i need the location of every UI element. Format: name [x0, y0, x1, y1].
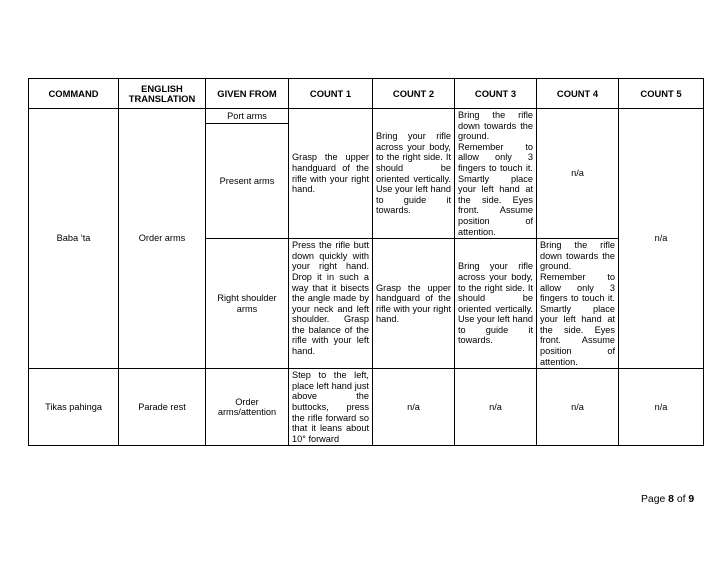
header-row	[29, 79, 704, 109]
header-count-2: COUNT 2	[373, 79, 455, 109]
count3-cell: Bring your rifle across your body, to the right side. It should be oriented vertically. Use your left hand to guide it towards.	[455, 239, 537, 369]
header-count-5: COUNT 5	[619, 79, 704, 109]
page-of-label: of	[673, 494, 689, 505]
count2-cell: n/a	[373, 369, 455, 446]
given-from-cell: Right shoulder arms	[206, 239, 289, 369]
count5-cell: n/a	[619, 109, 704, 369]
count2-cell: Bring your rifle across your body, to the right side. It should be oriented vertically. Use your left hand to guide it towards.	[373, 109, 455, 239]
page-number-footer	[641, 494, 694, 505]
table-row	[29, 109, 704, 124]
count3-cell: n/a	[455, 369, 537, 446]
count1-cell: Press the rifle butt down quickly with your right hand. Drop it in such a way that it bisects the angle made by your neck and left shoulder. Grasp the balance of the rifle with your left hand.	[289, 239, 373, 369]
given-from-cell: Port arms	[206, 109, 289, 124]
drill-commands-table	[28, 78, 704, 446]
current-page-number: 8	[668, 494, 674, 505]
count4-cell: n/a	[537, 369, 619, 446]
command-cell: Baba ‘ta	[29, 109, 119, 369]
count4-cell: n/a	[537, 109, 619, 239]
header-count-3: COUNT 3	[455, 79, 537, 109]
header-count-1: COUNT 1	[289, 79, 373, 109]
total-pages-number: 9	[688, 494, 695, 505]
count1-cell: Grasp the upper handguard of the rifle with your right hand.	[289, 109, 373, 239]
header-command: COMMAND	[29, 79, 119, 109]
header-english-translation: ENGLISH TRANSLATION	[119, 79, 206, 109]
table-row	[29, 369, 704, 446]
command-cell: Tikas pahinga	[29, 369, 119, 446]
translation-cell: Parade rest	[119, 369, 206, 446]
count5-cell: n/a	[619, 369, 704, 446]
header-count-4: COUNT 4	[537, 79, 619, 109]
translation-cell: Order arms	[119, 109, 206, 369]
header-given-from: GIVEN FROM	[206, 79, 289, 109]
page-label: Page	[641, 494, 669, 505]
given-from-cell: Present arms	[206, 123, 289, 238]
count4-cell: Bring the rifle down towards the ground. Remember to allow only 3 fingers to touch it. Smartly place your left hand at the side. Eyes front. Assume position of attention.	[537, 239, 619, 369]
count3-cell: Bring the rifle down towards the ground. Remember to allow only 3 fingers to touch it. Smartly place your left hand at the side. Eyes front. Assume position of attention.	[455, 109, 537, 239]
given-from-cell: Order arms/attention	[206, 369, 289, 446]
count2-cell: Grasp the upper handguard of the rifle with your right hand.	[373, 239, 455, 369]
count1-cell: Step to the left, place left hand just above the buttocks, press the rifle forward so that it leans about 10° forward	[289, 369, 373, 446]
